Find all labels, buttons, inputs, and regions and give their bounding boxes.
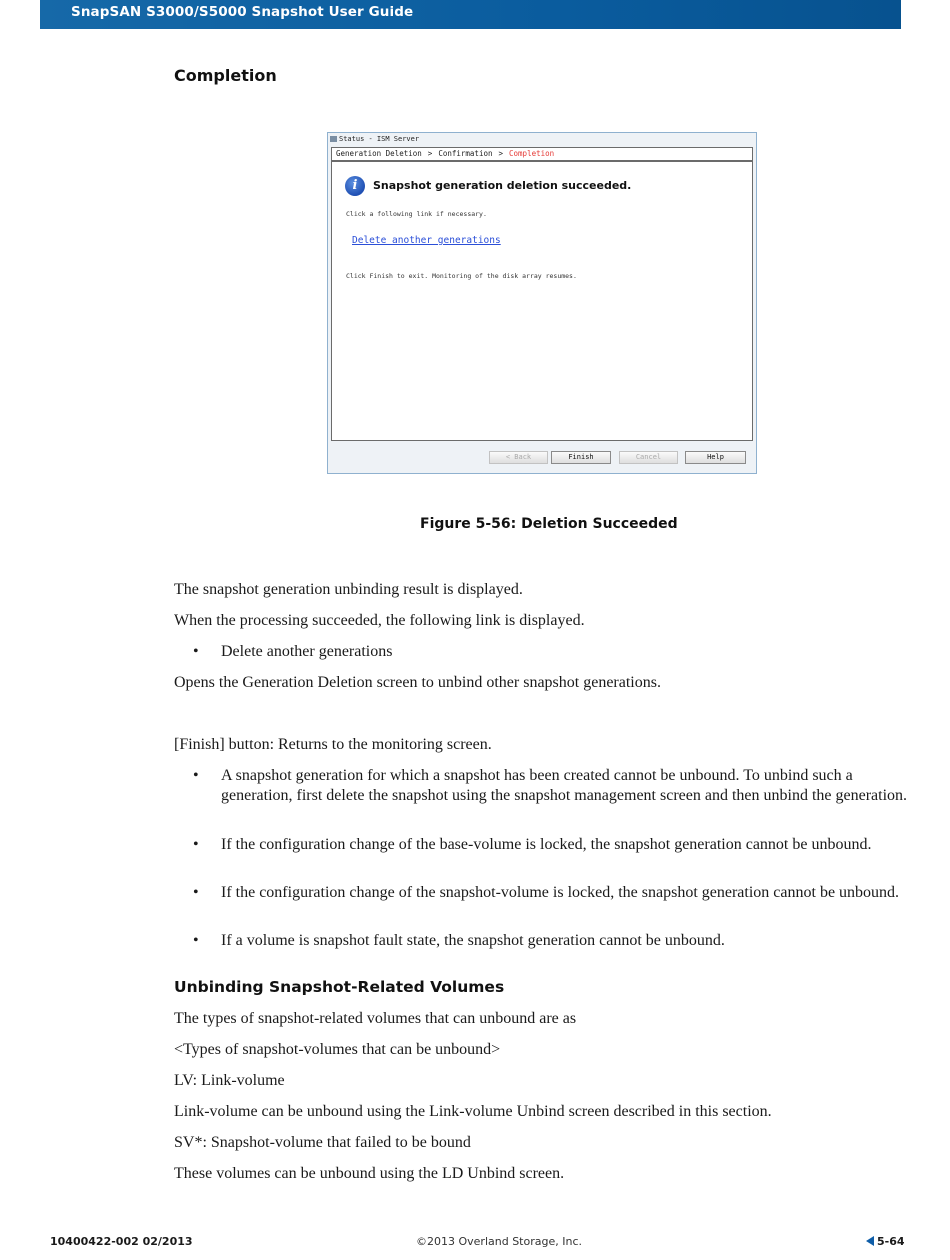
breadcrumb-separator: > bbox=[498, 149, 504, 158]
page-number-text: 5-64 bbox=[877, 1235, 905, 1248]
paragraph: The types of snapshot-related volumes that can unbound are as bbox=[174, 1010, 577, 1027]
note-item: If a volume is snapshot fault state, the snapshot generation cannot be unbound. bbox=[221, 932, 725, 949]
note-item: A snapshot generation for which a snapshot has been created cannot be unbound. To unbind such a generation, first delete the snapshot using the snapshot management screen and then unbind the generation. bbox=[221, 767, 908, 804]
note-item: If the configuration change of the base-volume is locked, the snapshot generation cannot be unbound. bbox=[221, 836, 872, 853]
paragraph: The snapshot generation unbinding result is displayed. bbox=[174, 581, 523, 598]
breadcrumb-step-deletion: Generation Deletion bbox=[336, 149, 422, 158]
paragraph: [Finish] button: Returns to the monitoring screen. bbox=[174, 736, 492, 753]
help-button[interactable]: Help bbox=[685, 451, 746, 464]
completion-dialog-screenshot bbox=[327, 132, 757, 474]
success-message: Snapshot generation deletion succeeded. bbox=[373, 179, 632, 192]
bullet-item: Delete another generations bbox=[221, 643, 393, 660]
paragraph: Opens the Generation Deletion screen to unbind other snapshot generations. bbox=[174, 674, 661, 691]
finish-button[interactable]: Finish bbox=[551, 451, 611, 464]
figure-caption: Figure 5-56: Deletion Succeeded bbox=[420, 516, 678, 532]
back-button[interactable]: < Back bbox=[489, 451, 548, 464]
copyright: ©2013 Overland Storage, Inc. bbox=[416, 1235, 582, 1248]
bullet-marker: • bbox=[193, 767, 199, 784]
breadcrumb-step-confirmation: Confirmation bbox=[438, 149, 493, 158]
exit-instructions: Click Finish to exit. Monitoring of the disk array resumes. bbox=[346, 272, 577, 280]
document-id: 10400422-002 02/2013 bbox=[50, 1235, 193, 1248]
paragraph: Link-volume can be unbound using the Link-volume Unbind screen described in this section. bbox=[174, 1103, 772, 1120]
note-item: If the configuration change of the snapshot-volume is locked, the snapshot generation cannot be unbound. bbox=[221, 884, 900, 901]
info-icon: i bbox=[345, 176, 365, 196]
bullet-marker: • bbox=[193, 884, 199, 901]
paragraph: SV*: Snapshot-volume that failed to be bound bbox=[174, 1134, 471, 1151]
dialog-title-bar bbox=[330, 135, 754, 146]
wizard-breadcrumb bbox=[331, 147, 753, 161]
bullet-marker: • bbox=[193, 836, 199, 853]
dialog-body bbox=[331, 161, 753, 441]
page-number[interactable] bbox=[866, 1235, 905, 1248]
bullet-marker: • bbox=[193, 932, 199, 949]
paragraph: <Types of snapshot-volumes that can be unbound> bbox=[174, 1041, 501, 1058]
back-arrow-icon[interactable] bbox=[866, 1236, 874, 1246]
subsection-heading: Unbinding Snapshot-Related Volumes bbox=[174, 978, 505, 996]
cancel-button[interactable]: Cancel bbox=[619, 451, 678, 464]
document-title: SnapSAN S3000/S5000 Snapshot User Guide bbox=[71, 4, 414, 20]
paragraph: LV: Link-volume bbox=[174, 1072, 285, 1089]
paragraph: When the processing succeeded, the following link is displayed. bbox=[174, 612, 585, 629]
section-heading: Completion bbox=[174, 66, 277, 85]
dialog-button-row bbox=[328, 447, 756, 467]
breadcrumb-step-completion: Completion bbox=[509, 149, 555, 158]
link-hint: Click a following link if necessary. bbox=[346, 210, 487, 218]
paragraph: These volumes can be unbound using the LD Unbind screen. bbox=[174, 1165, 565, 1182]
breadcrumb-separator: > bbox=[427, 149, 433, 158]
bullet-marker: • bbox=[193, 643, 199, 660]
delete-another-generations-link[interactable]: Delete another generations bbox=[352, 235, 501, 246]
header-bar bbox=[40, 0, 901, 29]
dialog-title: Status - ISM Server bbox=[339, 135, 420, 143]
app-icon bbox=[330, 136, 337, 142]
